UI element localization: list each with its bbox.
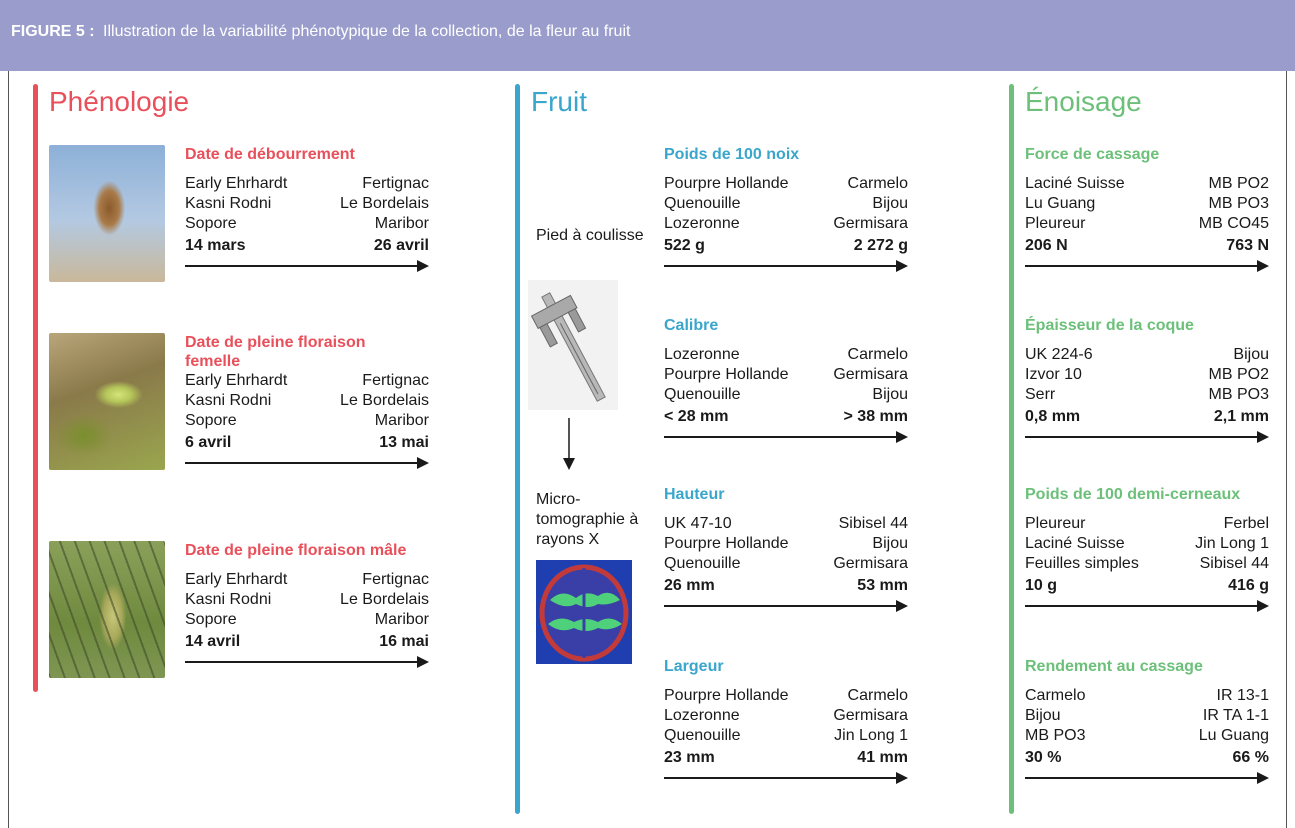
range-min: 6 avril [185, 434, 232, 451]
variety-row [1025, 365, 1269, 385]
variety-high: Carmelo [847, 346, 908, 363]
trait-floraison-male [185, 541, 429, 668]
variety-high: Bijou [872, 535, 908, 552]
variety-low: Izvor 10 [1025, 366, 1082, 383]
variety-row [1025, 194, 1269, 214]
variety-low: Quenouille [664, 727, 741, 744]
trait-title: Date de pleine floraison femelle [185, 334, 366, 370]
range-min: 10 g [1025, 577, 1058, 594]
trait-title: Épaisseur de la coque [1025, 317, 1194, 334]
fruit-accent-bar [515, 84, 520, 814]
variety-high: Jin Long 1 [1195, 535, 1269, 552]
variety-row [664, 385, 908, 405]
variety-high: Germisara [833, 555, 908, 572]
variety-low: Pourpre Hollande [664, 687, 789, 704]
variety-row [664, 174, 908, 194]
variety-low: Laciné Suisse [1025, 175, 1125, 192]
range-row [664, 236, 908, 256]
range-arrow [185, 260, 429, 272]
variety-high: IR TA 1-1 [1202, 707, 1269, 724]
trait-title: Date de pleine floraison mâle [185, 542, 407, 559]
variety-high: Carmelo [847, 687, 908, 704]
range-max: 416 g [1228, 577, 1269, 594]
tomography-label: Micro-tomographie à rayons X [536, 491, 639, 548]
caliper-label: Pied à coulisse [536, 227, 644, 244]
female-flowering-photo [49, 333, 165, 470]
variety-low: Quenouille [664, 195, 741, 212]
variety-row [664, 554, 908, 574]
fruit-title: Fruit [531, 86, 587, 117]
range-arrow [664, 431, 908, 443]
range-max: 26 avril [373, 237, 429, 254]
variety-low: Pleureur [1025, 215, 1086, 232]
male-flowering-photo [49, 541, 165, 678]
variety-row [1025, 514, 1269, 534]
trait-title: Poids de 100 noix [664, 146, 800, 163]
phenologie-title: Phénologie [49, 86, 190, 117]
variety-late: Maribor [374, 215, 429, 232]
range-arrow [1025, 600, 1269, 612]
trait-hauteur [664, 485, 908, 612]
variety-high: MB PO3 [1208, 195, 1269, 212]
variety-row [664, 686, 908, 706]
trait-title: Largeur [664, 658, 724, 675]
variety-row [1025, 214, 1269, 234]
figure-caption [11, 23, 630, 41]
range-max: 53 mm [857, 577, 908, 594]
range-row [664, 748, 908, 768]
variety-early: Sopore [185, 215, 237, 232]
variety-late: Maribor [374, 611, 429, 628]
variety-high: Bijou [872, 195, 908, 212]
variety-row [664, 534, 908, 554]
variety-row [185, 174, 429, 194]
range-max: 41 mm [857, 749, 908, 766]
variety-low: Quenouille [664, 555, 741, 572]
variety-high: Jin Long 1 [834, 727, 908, 744]
variety-low: Feuilles simples [1025, 555, 1139, 572]
variety-early: Sopore [185, 412, 237, 429]
frame-left-border [8, 71, 9, 828]
range-min: < 28 mm [664, 408, 729, 425]
variety-low: Quenouille [664, 386, 741, 403]
variety-row [664, 726, 908, 746]
range-max: > 38 mm [843, 408, 908, 425]
range-min: 23 mm [664, 749, 715, 766]
tomography-scan-image [536, 560, 632, 664]
variety-low: Pourpre Hollande [664, 535, 789, 552]
variety-row [1025, 706, 1269, 726]
variety-high: MB PO3 [1208, 386, 1269, 403]
variety-high: Bijou [1233, 346, 1269, 363]
range-min: 0,8 mm [1025, 408, 1081, 425]
variety-high: Sibisel 44 [1199, 555, 1269, 572]
variety-early: Early Ehrhardt [185, 175, 288, 192]
down-arrow-icon [562, 418, 576, 470]
phenologie-accent-bar [33, 84, 38, 692]
range-row [1025, 748, 1269, 768]
trait-floraison-femelle [185, 333, 429, 469]
figure-banner [0, 0, 1295, 71]
variety-row [1025, 385, 1269, 405]
variety-row [1025, 726, 1269, 746]
variety-row [1025, 686, 1269, 706]
variety-row [1025, 554, 1269, 574]
range-arrow [185, 656, 429, 668]
trait-rendement-cassage [1025, 657, 1269, 784]
variety-low: Lozeronne [664, 215, 740, 232]
range-max: 16 mai [379, 633, 429, 650]
trait-force-cassage [1025, 145, 1269, 272]
range-row [1025, 236, 1269, 256]
trait-title: Calibre [664, 317, 719, 334]
trait-calibre [664, 316, 908, 443]
range-min: 14 avril [185, 633, 241, 650]
figure-label: FIGURE 5 : [11, 23, 95, 40]
variety-high: MB PO2 [1208, 175, 1269, 192]
variety-row [1025, 534, 1269, 554]
trait-poids-noix [664, 145, 908, 272]
range-arrow [1025, 260, 1269, 272]
range-row [185, 236, 429, 256]
range-max: 66 % [1232, 749, 1269, 766]
variety-early: Early Ehrhardt [185, 571, 288, 588]
variety-row [185, 214, 429, 234]
range-arrow [1025, 772, 1269, 784]
range-max: 13 mai [379, 434, 429, 451]
figure-caption-text: Illustration de la variabilité phénotypique de la collection, de la fleur au fruit [103, 23, 631, 40]
variety-row [185, 194, 429, 214]
range-arrow [1025, 431, 1269, 443]
variety-row [185, 570, 429, 590]
range-arrow [664, 772, 908, 784]
variety-late: Fertignac [362, 571, 429, 588]
variety-row [185, 371, 429, 391]
variety-low: Pourpre Hollande [664, 175, 789, 192]
range-row [664, 576, 908, 596]
budburst-photo [49, 145, 165, 282]
trait-title: Rendement au cassage [1025, 658, 1203, 675]
variety-row [185, 391, 429, 411]
variety-row [664, 345, 908, 365]
trait-epaisseur-coque [1025, 316, 1269, 443]
trait-poids-demi-cerneaux [1025, 485, 1269, 612]
trait-title: Date de débourrement [185, 146, 355, 163]
variety-late: Le Bordelais [340, 392, 429, 409]
range-row [185, 433, 429, 453]
variety-low: Lozeronne [664, 707, 740, 724]
trait-largeur [664, 657, 908, 784]
variety-row [664, 194, 908, 214]
variety-low: Laciné Suisse [1025, 535, 1125, 552]
enoisage-accent-bar [1009, 84, 1014, 814]
trait-title: Poids de 100 demi-cerneaux [1025, 486, 1241, 503]
variety-row [664, 706, 908, 726]
trait-title: Hauteur [664, 486, 725, 503]
variety-high: Germisara [833, 215, 908, 232]
variety-late: Le Bordelais [340, 591, 429, 608]
range-arrow [185, 457, 429, 469]
variety-row [1025, 345, 1269, 365]
variety-low: MB PO3 [1025, 727, 1086, 744]
range-arrow [664, 260, 908, 272]
variety-high: MB PO2 [1208, 366, 1269, 383]
variety-row [664, 514, 908, 534]
variety-low: Pourpre Hollande [664, 366, 789, 383]
range-min: 206 N [1025, 237, 1068, 254]
range-min: 30 % [1025, 749, 1062, 766]
range-min: 522 g [664, 237, 705, 254]
variety-high: MB CO45 [1198, 215, 1269, 232]
variety-low: UK 224-6 [1025, 346, 1093, 363]
range-max: 763 N [1226, 237, 1269, 254]
range-row [185, 632, 429, 652]
variety-late: Fertignac [362, 175, 429, 192]
variety-early: Kasni Rodni [185, 591, 272, 608]
trait-debourrement [185, 145, 429, 272]
variety-high: Ferbel [1223, 515, 1269, 532]
variety-low: Lozeronne [664, 346, 740, 363]
variety-late: Maribor [374, 412, 429, 429]
range-row [664, 407, 908, 427]
variety-low: Lu Guang [1025, 195, 1096, 212]
variety-late: Le Bordelais [340, 195, 429, 212]
range-min: 14 mars [185, 237, 246, 254]
range-max: 2 272 g [853, 237, 908, 254]
variety-high: IR 13-1 [1216, 687, 1269, 704]
caliper-icon [528, 280, 618, 410]
variety-high: Carmelo [847, 175, 908, 192]
variety-high: Germisara [833, 366, 908, 383]
enoisage-title: Énoisage [1025, 86, 1142, 117]
variety-low: Carmelo [1025, 687, 1086, 704]
variety-low: UK 47-10 [664, 515, 732, 532]
variety-early: Kasni Rodni [185, 195, 272, 212]
variety-low: Pleureur [1025, 515, 1086, 532]
variety-high: Sibisel 44 [838, 515, 908, 532]
range-arrow [664, 600, 908, 612]
variety-late: Fertignac [362, 372, 429, 389]
range-row [1025, 407, 1269, 427]
range-min: 26 mm [664, 577, 715, 594]
frame-right-border [1286, 71, 1287, 828]
variety-row [185, 610, 429, 630]
variety-row [664, 365, 908, 385]
variety-low: Bijou [1025, 707, 1061, 724]
variety-high: Lu Guang [1198, 727, 1269, 744]
range-row [1025, 576, 1269, 596]
variety-high: Germisara [833, 707, 908, 724]
variety-row [664, 214, 908, 234]
variety-row [1025, 174, 1269, 194]
variety-early: Kasni Rodni [185, 392, 272, 409]
trait-title: Force de cassage [1025, 146, 1160, 163]
variety-high: Bijou [872, 386, 908, 403]
variety-low: Serr [1025, 386, 1056, 403]
range-max: 2,1 mm [1213, 408, 1269, 425]
variety-row [185, 590, 429, 610]
variety-early: Sopore [185, 611, 237, 628]
variety-early: Early Ehrhardt [185, 372, 288, 389]
variety-row [185, 411, 429, 431]
